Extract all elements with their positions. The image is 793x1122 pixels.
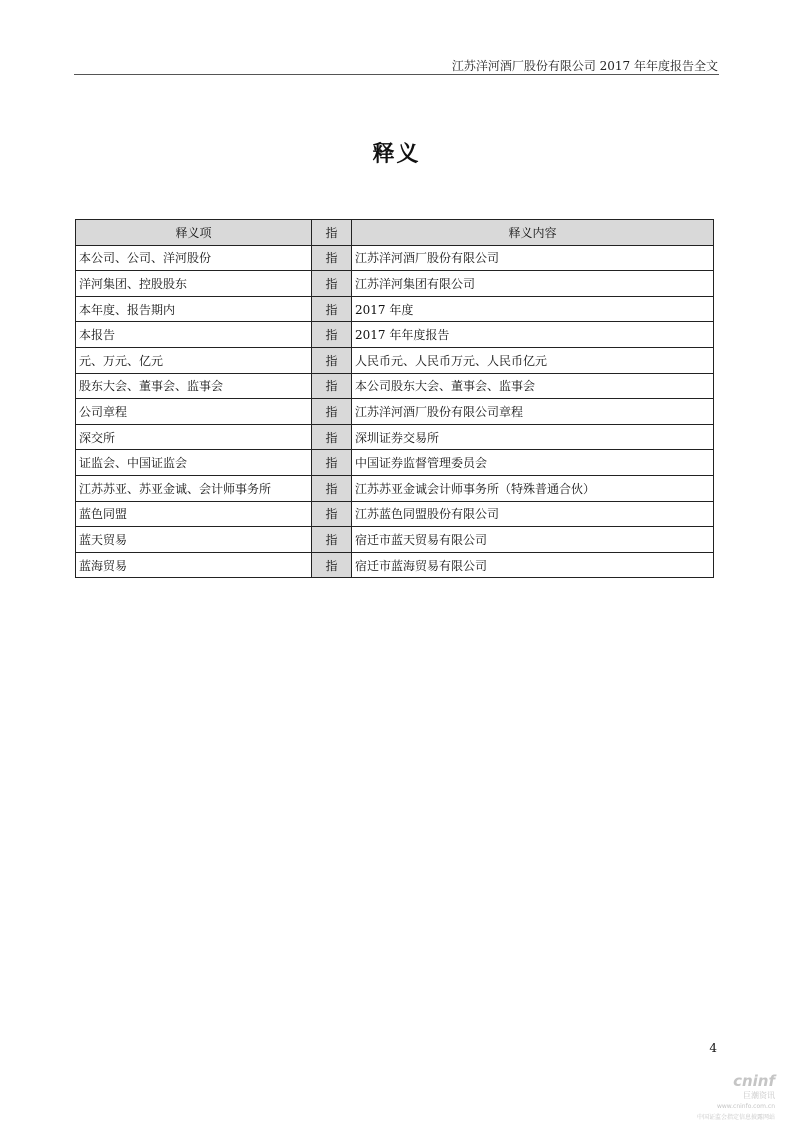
cell-definition: 深圳证券交易所 bbox=[352, 424, 714, 450]
column-header-definition: 释义内容 bbox=[352, 220, 714, 246]
cell-term: 江苏苏亚、苏亚金诚、会计师事务所 bbox=[76, 475, 312, 501]
cell-definition: 宿迁市蓝天贸易有限公司 bbox=[352, 527, 714, 553]
column-header-ref: 指 bbox=[312, 220, 352, 246]
cell-definition: 人民币元、人民币万元、人民币亿元 bbox=[352, 347, 714, 373]
running-header: 江苏洋河酒厂股份有限公司 2017 年年度报告全文 bbox=[451, 59, 718, 73]
cell-term: 股东大会、董事会、监事会 bbox=[76, 373, 312, 399]
page-title: 释义 bbox=[372, 142, 421, 167]
table-row bbox=[76, 450, 714, 476]
logo-brand-cn: 巨潮资讯 bbox=[743, 1091, 775, 1100]
cell-ref: 指 bbox=[312, 552, 352, 578]
cell-definition: 江苏蓝色同盟股份有限公司 bbox=[352, 501, 714, 527]
table-row bbox=[76, 245, 714, 271]
cell-definition: 宿迁市蓝海贸易有限公司 bbox=[352, 552, 714, 578]
table-row bbox=[76, 475, 714, 501]
cell-term: 蓝色同盟 bbox=[76, 501, 312, 527]
cell-definition: 2017 年年度报告 bbox=[352, 322, 714, 348]
header-divider bbox=[74, 74, 719, 75]
cell-term: 元、万元、亿元 bbox=[76, 347, 312, 373]
cell-ref: 指 bbox=[312, 373, 352, 399]
cell-definition: 江苏洋河酒厂股份有限公司 bbox=[352, 245, 714, 271]
cell-ref: 指 bbox=[312, 424, 352, 450]
cell-definition: 本公司股东大会、董事会、监事会 bbox=[352, 373, 714, 399]
cell-definition: 江苏苏亚金诚会计师事务所（特殊普通合伙） bbox=[352, 475, 714, 501]
cninfo-watermark-logo bbox=[675, 1072, 775, 1121]
cell-ref: 指 bbox=[312, 347, 352, 373]
definitions-table-body bbox=[76, 245, 714, 578]
cell-term: 蓝天贸易 bbox=[76, 527, 312, 553]
cell-ref: 指 bbox=[312, 271, 352, 297]
cell-definition: 2017 年度 bbox=[352, 296, 714, 322]
cell-definition: 江苏洋河酒厂股份有限公司章程 bbox=[352, 399, 714, 425]
cell-definition: 中国证券监督管理委员会 bbox=[352, 450, 714, 476]
cell-term: 深交所 bbox=[76, 424, 312, 450]
cell-ref: 指 bbox=[312, 527, 352, 553]
table-row bbox=[76, 527, 714, 553]
cell-ref: 指 bbox=[312, 475, 352, 501]
cell-term: 本报告 bbox=[76, 322, 312, 348]
cell-ref: 指 bbox=[312, 501, 352, 527]
cell-term: 本年度、报告期内 bbox=[76, 296, 312, 322]
cell-ref: 指 bbox=[312, 322, 352, 348]
cell-ref: 指 bbox=[312, 245, 352, 271]
table-row bbox=[76, 399, 714, 425]
cell-ref: 指 bbox=[312, 450, 352, 476]
cell-term: 本公司、公司、洋河股份 bbox=[76, 245, 312, 271]
table-row bbox=[76, 552, 714, 578]
cell-term: 蓝海贸易 bbox=[76, 552, 312, 578]
logo-brand: cninf bbox=[733, 1072, 775, 1090]
definitions-table bbox=[75, 219, 714, 578]
table-row bbox=[76, 271, 714, 297]
cell-term: 证监会、中国证监会 bbox=[76, 450, 312, 476]
cell-ref: 指 bbox=[312, 399, 352, 425]
table-row bbox=[76, 322, 714, 348]
table-row bbox=[76, 501, 714, 527]
page-number: 4 bbox=[709, 1041, 717, 1055]
column-header-term: 释义项 bbox=[76, 220, 312, 246]
logo-tagline: 中国证监会指定信息披露网站 bbox=[696, 1114, 775, 1121]
cell-term: 公司章程 bbox=[76, 399, 312, 425]
cell-definition: 江苏洋河集团有限公司 bbox=[352, 271, 714, 297]
table-row bbox=[76, 373, 714, 399]
logo-url: www.cninfo.com.cn bbox=[716, 1103, 775, 1110]
table-row bbox=[76, 347, 714, 373]
cell-ref: 指 bbox=[312, 296, 352, 322]
table-row bbox=[76, 296, 714, 322]
table-header-row bbox=[76, 220, 714, 246]
table-row bbox=[76, 424, 714, 450]
cell-term: 洋河集团、控股股东 bbox=[76, 271, 312, 297]
